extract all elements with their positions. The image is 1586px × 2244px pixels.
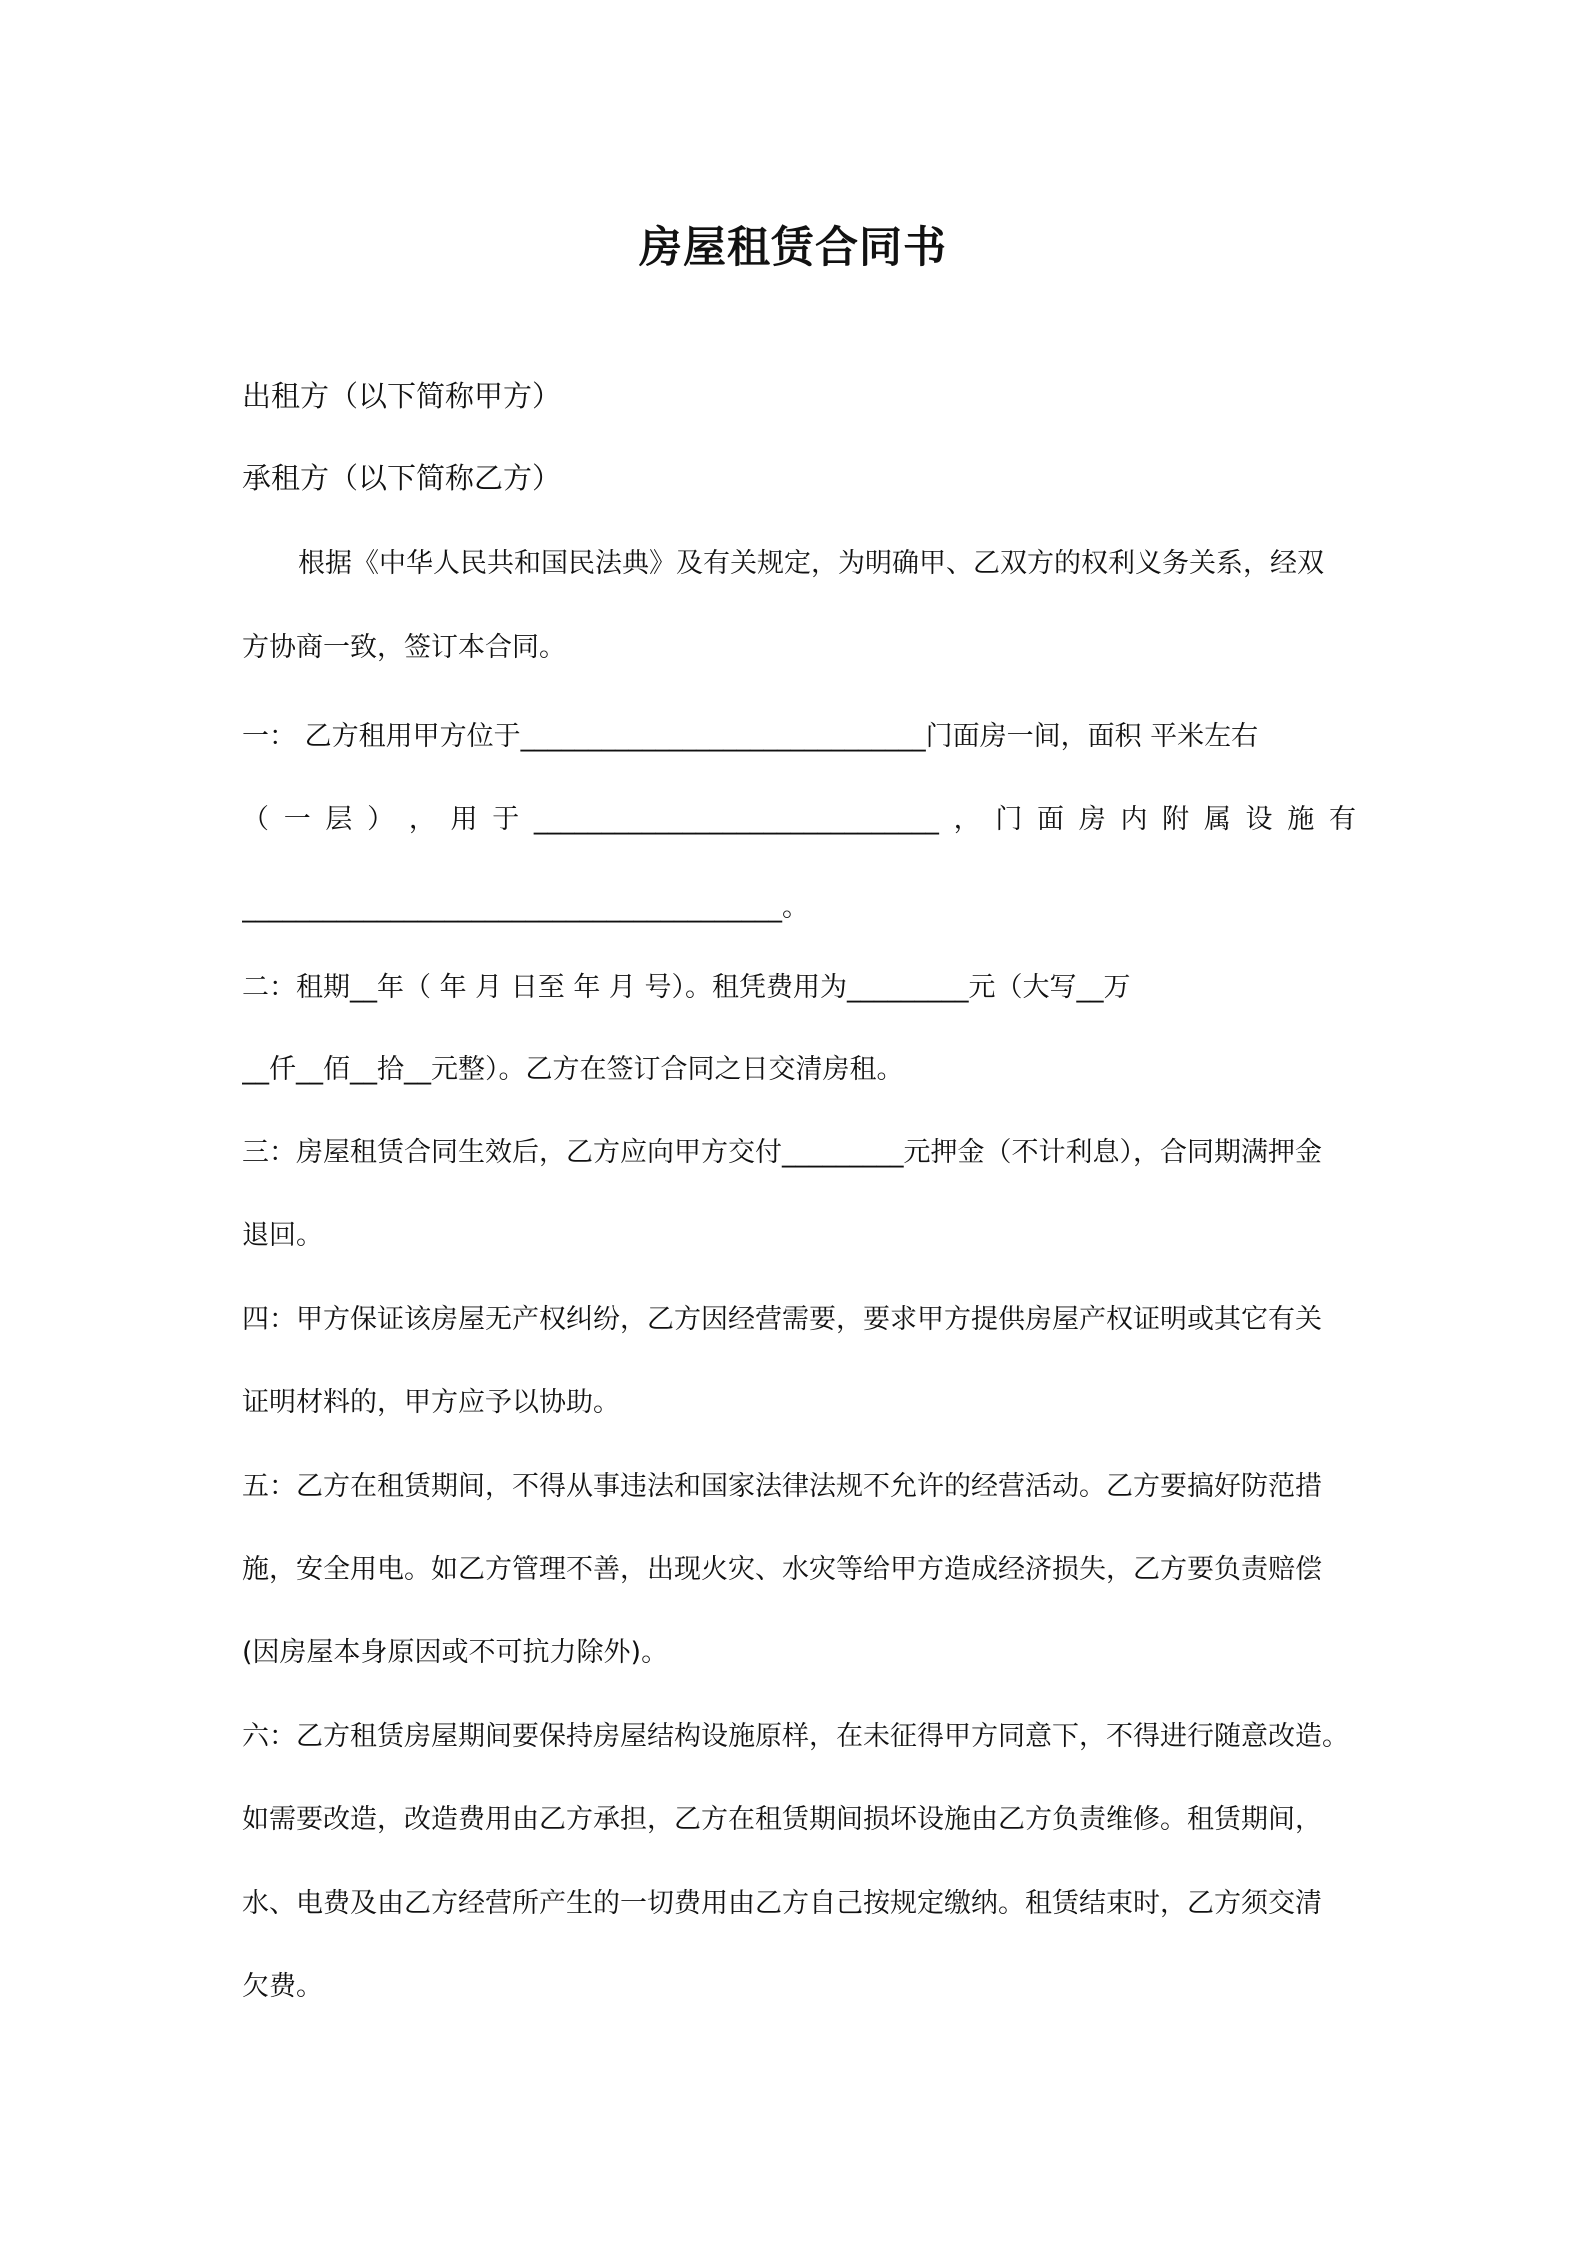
clause-6-line-3: 水、电费及由乙方经营所产生的一切费用由乙方自己按规定缴纳。租赁结束时，乙方须交清: [242, 1888, 1322, 1919]
clause-4-line-1: 四：甲方保证该房屋无产权纠纷，乙方因经营需要，要求甲方提供房屋产权证明或其它有关: [242, 1304, 1322, 1335]
clause-1-line-2-segment: ）: [367, 804, 395, 835]
clause-1-line-2: [242, 800, 1356, 840]
clause-2-line-2: __仟__佰__拾__元整）。乙方在签订合同之日交清房租。: [242, 1054, 904, 1085]
clause-3-line-1: 三：房屋租赁合同生效后，乙方应向甲方交付_________元押金（不计利息），合同期满押金: [242, 1137, 1322, 1168]
clause-1-line-2-segment: 属: [1203, 804, 1231, 835]
clause-1-line-2-segment: 有: [1328, 804, 1356, 835]
clause-1-line-2-segment: 设: [1245, 804, 1273, 835]
clause-1-line-2-segment: 门: [995, 804, 1023, 835]
clause-6-line-1: 六：乙方租赁房屋期间要保持房屋结构设施原样，在未征得甲方同意下，不得进行随意改造。: [242, 1721, 1349, 1752]
lessee-line: 承租方（以下简称乙方）: [242, 461, 562, 495]
clause-1-line-2-segment: 层: [325, 804, 353, 835]
clause-1-line-2-segment: （: [242, 804, 269, 835]
clause-4-line-2: 证明材料的，甲方应予以协助。: [242, 1387, 620, 1418]
clause-1-line-2-segment: 内: [1120, 804, 1148, 835]
clause-1-line-2-segment: ______________________________: [533, 804, 939, 835]
clause-1-line-2-segment: ，: [408, 804, 436, 835]
lessor-line: 出租方（以下简称甲方）: [242, 379, 562, 413]
clause-5-line-3: (因房屋本身原因或不可抗力除外)。: [242, 1637, 669, 1668]
clause-1-line-2-segment: 于: [492, 804, 520, 835]
clause-3-line-2: 退回。: [242, 1220, 323, 1251]
clause-1-line-2-segment: ，: [953, 804, 981, 835]
clause-1-line-2-segment: 面: [1037, 804, 1065, 835]
clause-6-line-4: 欠费。: [242, 1971, 323, 2002]
clause-5-line-1: 五：乙方在租赁期间，不得从事违法和国家法律法规不允许的经营活动。乙方要搞好防范措: [242, 1471, 1322, 1502]
preamble-line-1: 根据《中华人民共和国民法典》及有关规定，为明确甲、乙双方的权利义务关系，经双: [298, 548, 1324, 579]
clause-1-line-1: 一： 乙方租用甲方位于______________________________门面房一间，面积 平米左右: [242, 721, 1259, 752]
preamble-line-2: 方协商一致，签订本合同。: [242, 632, 566, 663]
clause-2-line-1: 二：租期__年（ 年 月 日至 年 月 号）。租凭费用为_________元（大写__万: [242, 972, 1131, 1003]
clause-1-line-2-segment: 附: [1162, 804, 1190, 835]
clause-5-line-2: 施，安全用电。如乙方管理不善，出现火灾、水灾等给甲方造成经济损失，乙方要负责赔偿: [242, 1554, 1322, 1585]
clause-1-line-2-segment: 房: [1078, 804, 1106, 835]
clause-1-line-2-segment: 一: [283, 804, 311, 835]
clause-1-line-3: ________________________________________。: [242, 892, 809, 923]
clause-6-line-2: 如需要改造，改造费用由乙方承担，乙方在租赁期间损坏设施由乙方负责维修。租赁期间，: [242, 1804, 1322, 1835]
clause-1-line-2-segment: 用: [450, 804, 478, 835]
clause-1-line-2-segment: 施: [1287, 804, 1315, 835]
document-title: 房屋租赁合同书: [639, 223, 947, 273]
